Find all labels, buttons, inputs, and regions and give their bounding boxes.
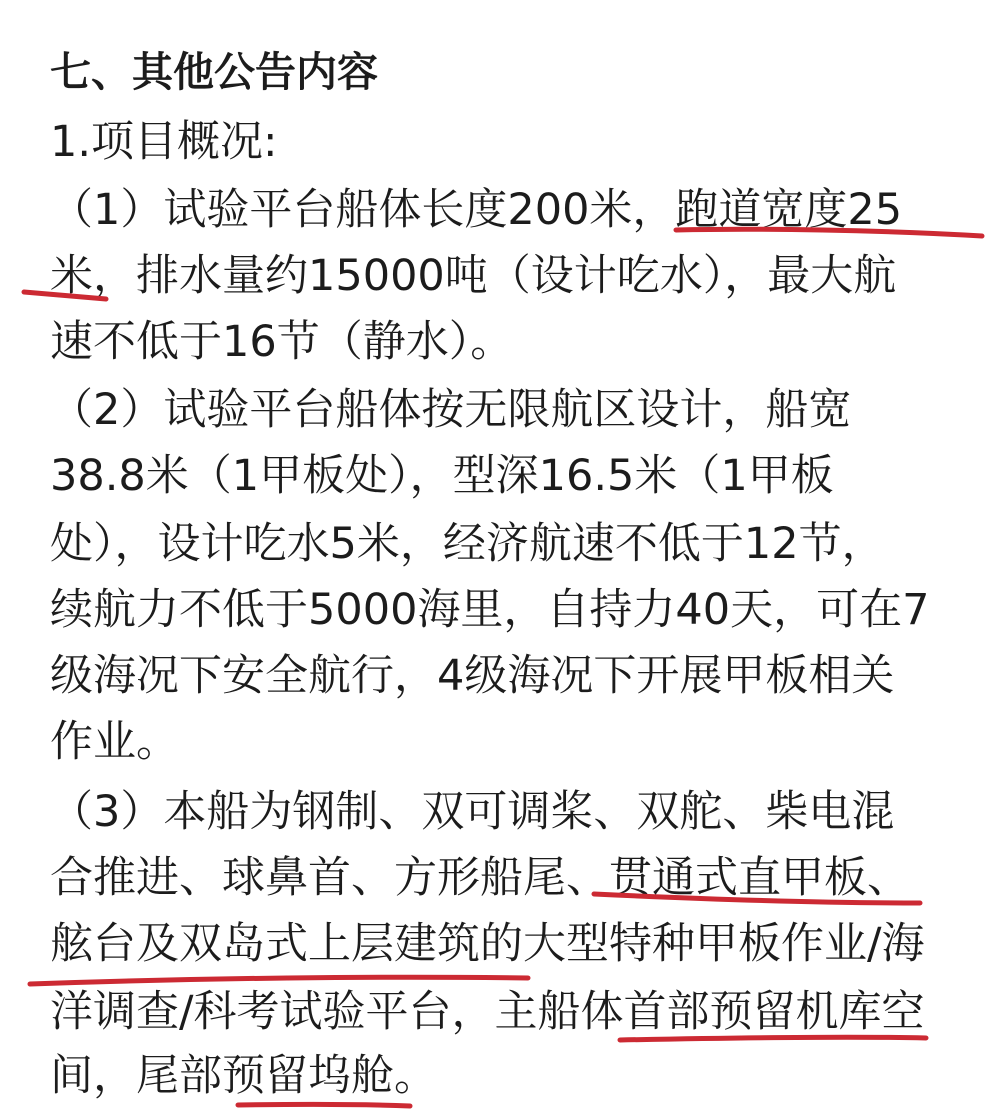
subheading: 1.项目概况: [50,117,278,167]
paragraph-line: 米，排水量约15000吨（设计吃水），最大航 [50,251,897,301]
paragraph-line: （3）本船为钢制、双可调桨、双舵、柴电混 [50,787,895,837]
paragraph-line: 38.8米（1甲板处），型深16.5米（1甲板 [50,451,834,501]
paragraph-line: 级海况下安全航行，4级海况下开展甲板相关 [50,651,895,701]
paragraph-line: 洋调查/科考试验平台，主船体首部预留机库空 [50,987,925,1037]
paragraph-line: （1）试验平台船体长度200米，跑道宽度25 [50,185,903,235]
paragraph-line: 续航力不低于5000海里，自持力40天，可在7 [50,585,930,635]
paragraph-line: 间，尾部预留坞舱。 [50,1051,437,1101]
paragraph-line: 速不低于16节（静水）。 [50,317,514,367]
paragraph-line: （2）试验平台船体按无限航区设计，船宽 [50,385,852,435]
underline-runway-width [676,229,982,236]
underline-sponson-superstructure [30,977,528,984]
underline-flush-deck [594,894,920,903]
underline-25-meters [24,292,106,299]
paragraph-line: 作业。 [50,717,179,767]
section-title: 七、其他公告内容 [50,48,378,96]
underline-hangar [620,1037,926,1040]
paragraph-line: 舷台及双岛式上层建筑的大型特种甲板作业/海 [50,919,925,969]
paragraph-line: 处），设计吃水5米，经济航速不低于12节， [50,519,885,569]
paragraph-line: 合推进、球鼻首、方形船尾、贯通式直甲板、 [50,853,910,903]
underline-well-deck [238,1104,410,1106]
